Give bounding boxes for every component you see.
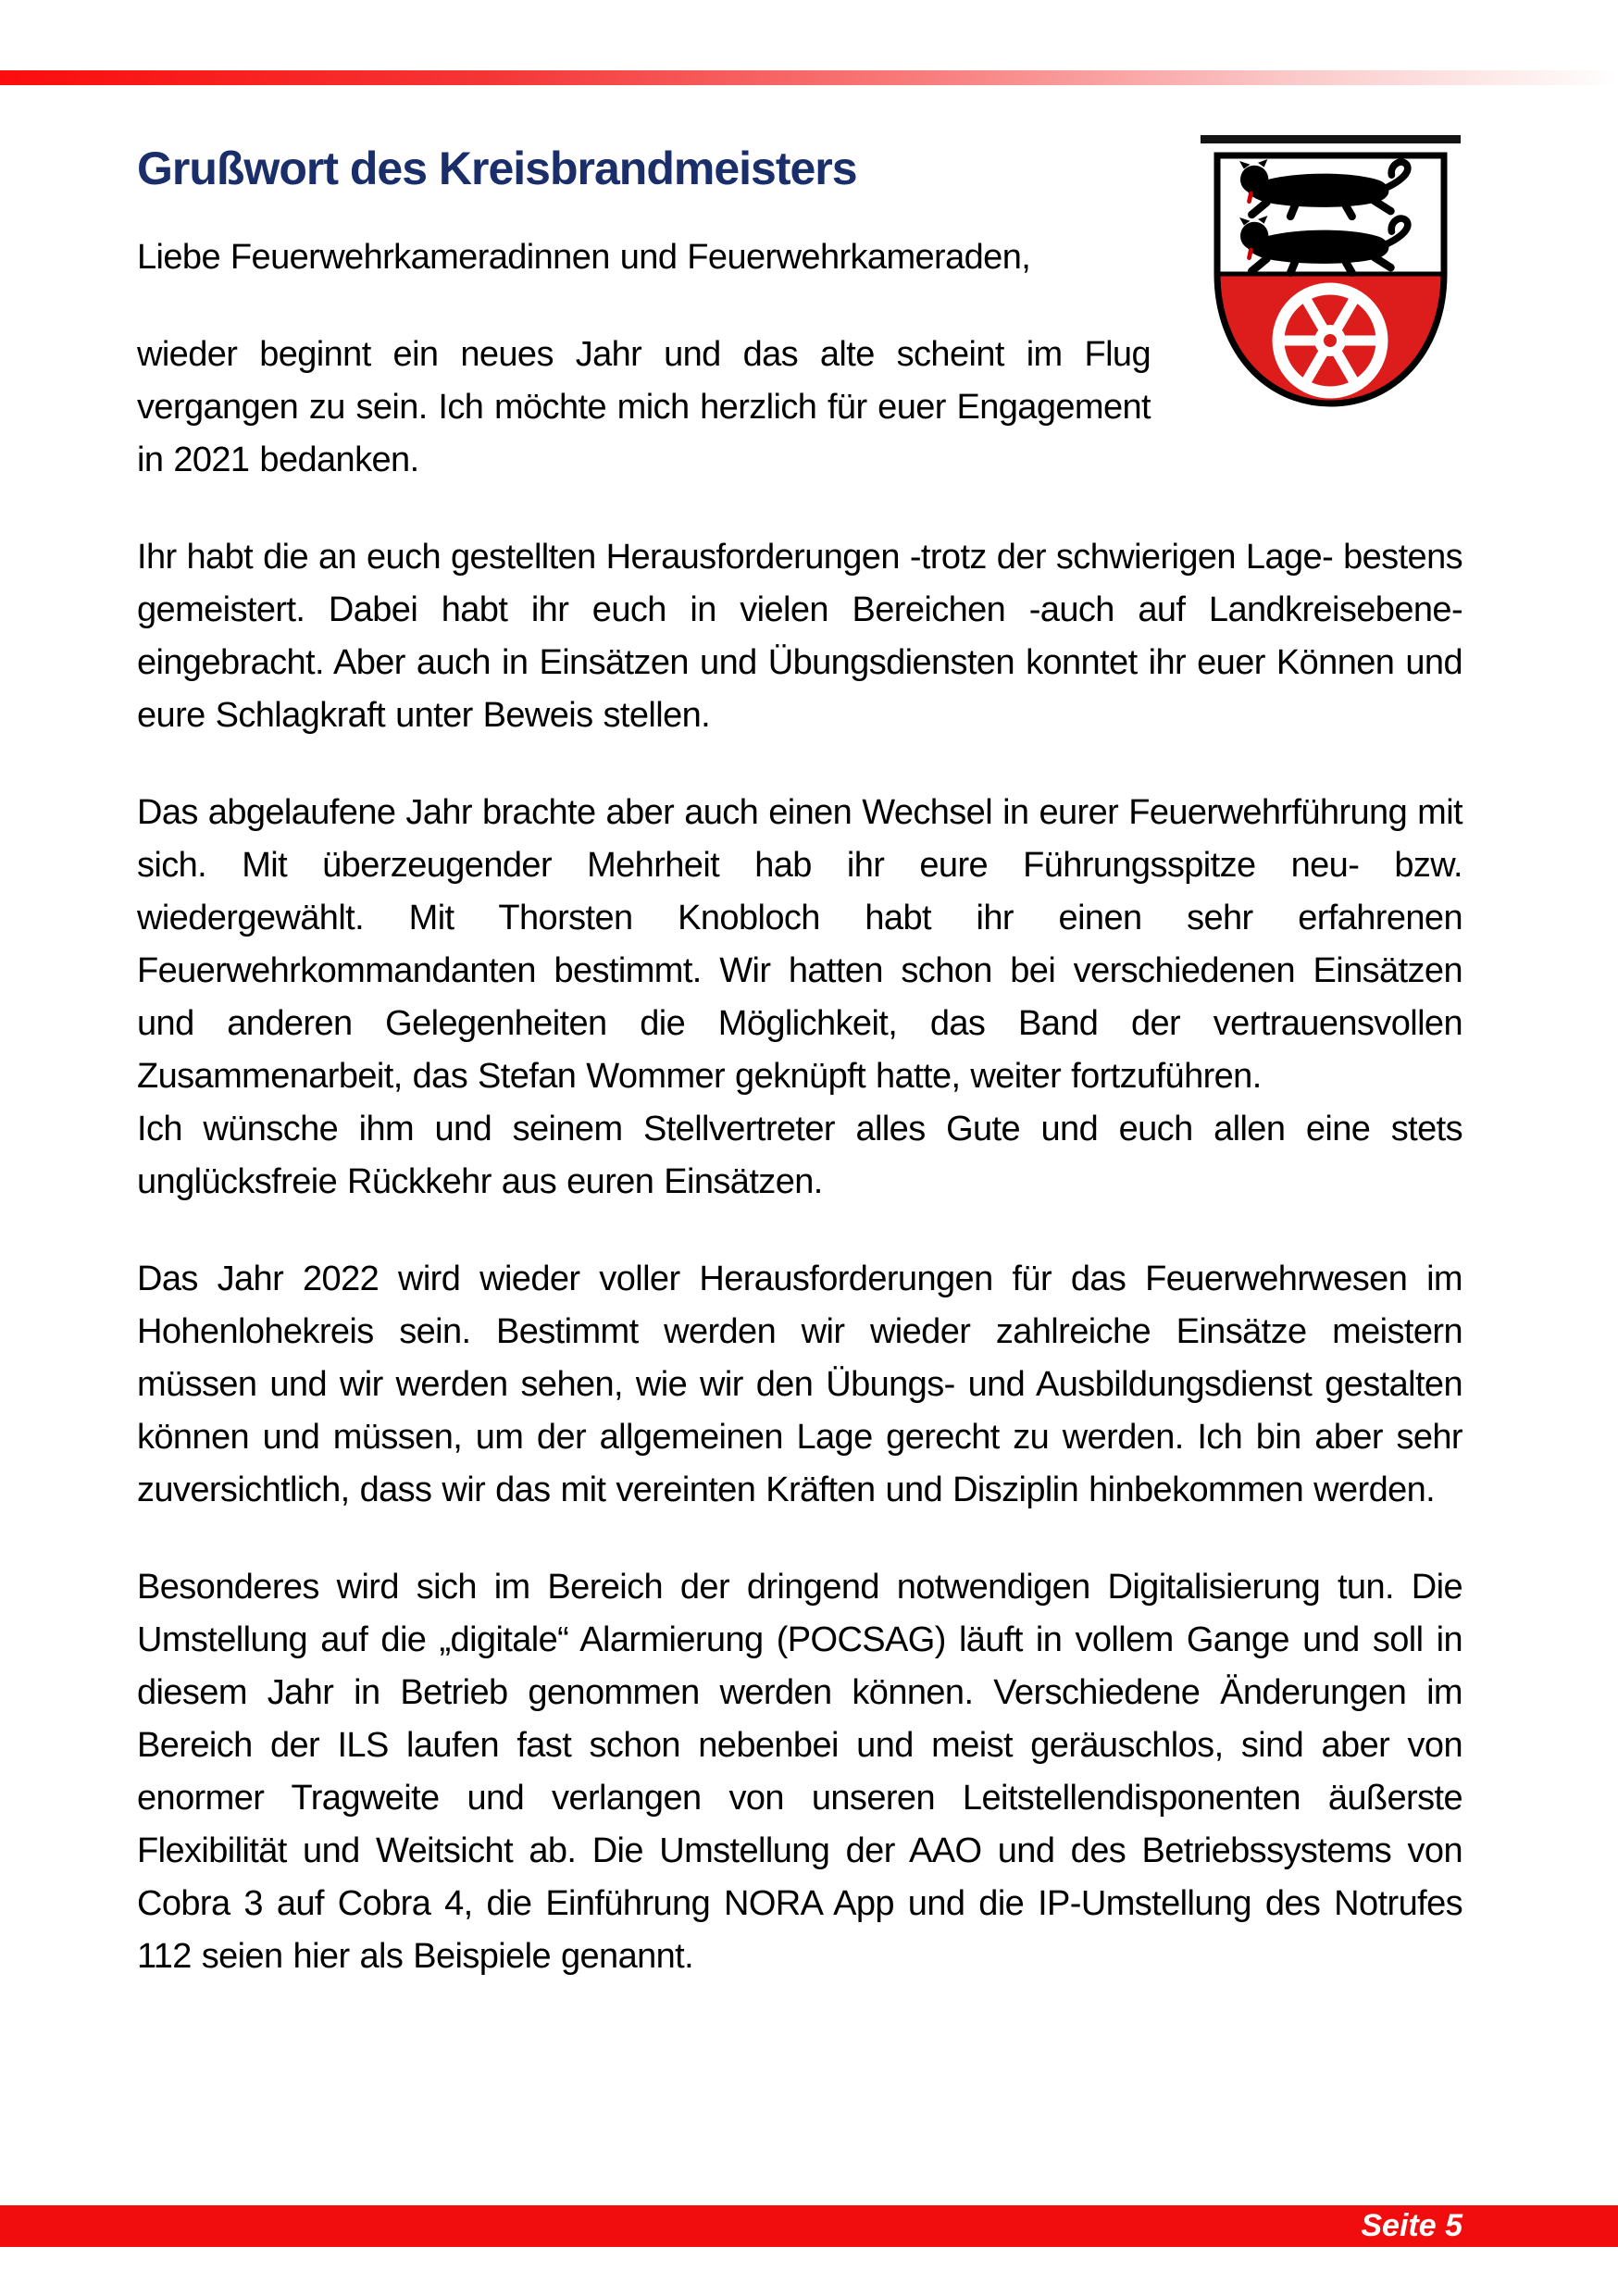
page-content [137, 130, 1462, 1983]
footer-bar [0, 2205, 1618, 2247]
hohenlohekreis-crest-image [1199, 135, 1462, 417]
page-number: Seite 5 [1361, 2208, 1462, 2243]
paragraph-achievements: Ihr habt die an euch gestellten Herausforderungen -trotz der schwierigen Lage- bestens gemeistert. Dabei habt ihr euch in vielen Bereichen -auch auf Landkreisebene- eingebracht. Aber auch in Einsätzen und Übungsdiensten konntet ihr euer Können und eure Schlagkraft unter Beweis stellen. [137, 538, 1462, 735]
paragraph-intro: wieder beginnt ein neues Jahr und das alte scheint im Flug vergangen zu sein. Ich möchte mich herzlich für euer Engagement in 2021 bedanken. [137, 335, 1151, 479]
salutation-line: Liebe Feuerwehrkameradinnen und Feuerwehrkameraden, [137, 238, 1031, 277]
page-title: Grußwort des Kreisbrandmeisters [137, 143, 857, 194]
paragraph-outlook-2022: Das Jahr 2022 wird wieder voller Herausforderungen für das Feuerwehrwesen im Hohenlohekreis sein. Bestimmt werden wir wieder zahlreiche Einsätze meistern müssen und wir werden sehen, wie wir den Übungs- und Ausbildungsdienst gestalten können und müssen, um der allgemeinen Lage gerecht zu werden. Ich bin aber sehr zuversichtlich, dass wir das mit vereinten Kräften und Disziplin hinbekommen werden. [137, 1260, 1462, 1509]
top-accent-bar [0, 70, 1618, 85]
paragraph-digitalisation: Besonderes wird sich im Bereich der dringend notwendigen Digitalisierung tun. Die Umstellung auf die „digitale“ Alarmierung (POCSAG) läuft in vollem Gange und soll in diesem Jahr in Betrieb genommen werden können. Verschiedene Änderungen im Bereich der ILS laufen fast schon nebenbei und meist geräuschlos, sind aber von enormer Tragweite und verlangen von unseren Leitstellendisponenten äußerste Flexibilität und Weitsicht ab. Die Umstellung der AAO und des Betriebssystems von Cobra 3 auf Cobra 4, die Einführung NORA App und die IP-Umstellung des Notrufes 112 seien hier als Beispiele genannt. [137, 1568, 1462, 1976]
paragraph-leadership-change: Das abgelaufene Jahr brachte aber auch einen Wechsel in eurer Feuerwehrführung mit sich. Mit überzeugender Mehrheit hab ihr eure Führungsspitze neu- bzw. wiedergewählt. Mit Thorsten Knobloch habt ihr einen sehr erfahrenen Feuerwehrkommandanten bestimmt. Wir hatten schon bei verschiedenen Einsätzen und anderen Gelegenheiten die Möglichkeit, das Band der vertrauensvollen Zusammenarbeit, das Stefan Wommer geknüpft hatte, weiter fortzuführen. [137, 793, 1462, 1096]
paragraph-wishes: Ich wünsche ihm und seinem Stellvertreter alles Gute und euch allen eine stets unglücksfreie Rückkehr aus euren Einsätzen. [137, 1110, 1462, 1201]
coat-of-arms [1199, 135, 1462, 417]
